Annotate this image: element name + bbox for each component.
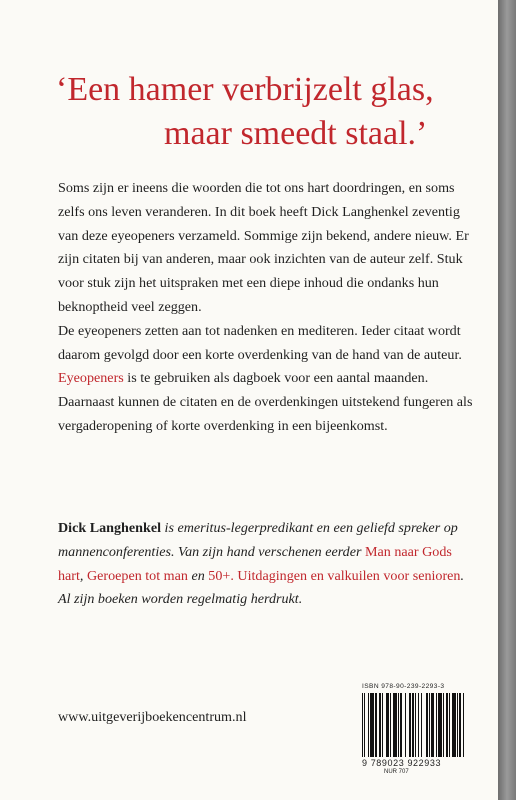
author-bio-text (58, 517, 478, 612)
book-title-3: 50+. Uitdagingen en valkuilen voor senioren (208, 567, 461, 584)
book-title-2: Geroepen tot man (86, 567, 188, 584)
book-title-1: Man naar Gods hart (58, 543, 452, 584)
isbn-label: ISBN 978-90-239-2293-3 (362, 683, 445, 690)
publisher-website: www.uitgeverijboekencentrum.nl (58, 709, 247, 725)
author-bio (58, 517, 478, 612)
blurb-paragraph-2: De eyeopeners zetten aan tot nadenken en mediteren. Ieder citaat wordt daarom gevolgd door een korte overdenking van de hand van de auteur. (58, 322, 462, 363)
pull-quote (56, 68, 496, 156)
blurb-paragraph-3-text: is te gebruiken als dagboek voor een aantal maanden. Daarnaast kunnen de citaten en de overdenkingen uitstekend fungeren als vergaderopening of korte overdenking in een bijeenkomst. (58, 370, 473, 434)
blurb (58, 177, 478, 439)
quote-line-1: ‘Een hamer verbrijzelt glas, (56, 71, 434, 108)
bio-text-1: is emeritus-legerpredikant en een geliefd spreker op mannenconferenties. Van zijn hand verschenen eerder (58, 520, 458, 560)
barcode-block (362, 683, 466, 783)
blurb-paragraph-3 (58, 367, 478, 438)
quote-line-2: maar smeedt staal.’ (164, 115, 428, 152)
page-edge (498, 0, 516, 800)
bio-text-3: . Al zijn boeken worden regelmatig herdrukt. (58, 567, 465, 608)
bio-text-2: en (187, 567, 209, 584)
book-title-mention: Eyeopeners (58, 370, 124, 387)
author-name: Dick Langhenkel (58, 520, 161, 536)
nur-code: NUR 707 (384, 769, 409, 775)
barcode-bars (362, 693, 464, 757)
barcode-digits: 9 789023 922933 (362, 758, 442, 768)
bio-separator: , (79, 567, 87, 584)
blurb-paragraph-1: Soms zijn er ineens die woorden die tot ons hart doordringen, en soms zelfs ons leven veranderen. In dit boek heeft Dick Langhenkel zeventig van deze eyeopeners verzameld. Sommige zijn bekend, andere nieuw. Er zijn citaten bij van anderen, maar ook inzichten van de auteur zelf. Stuk voor stuk zijn het uitspraken met een diepe inhoud die ondanks hun beknoptheid veel zeggen. (58, 180, 469, 315)
